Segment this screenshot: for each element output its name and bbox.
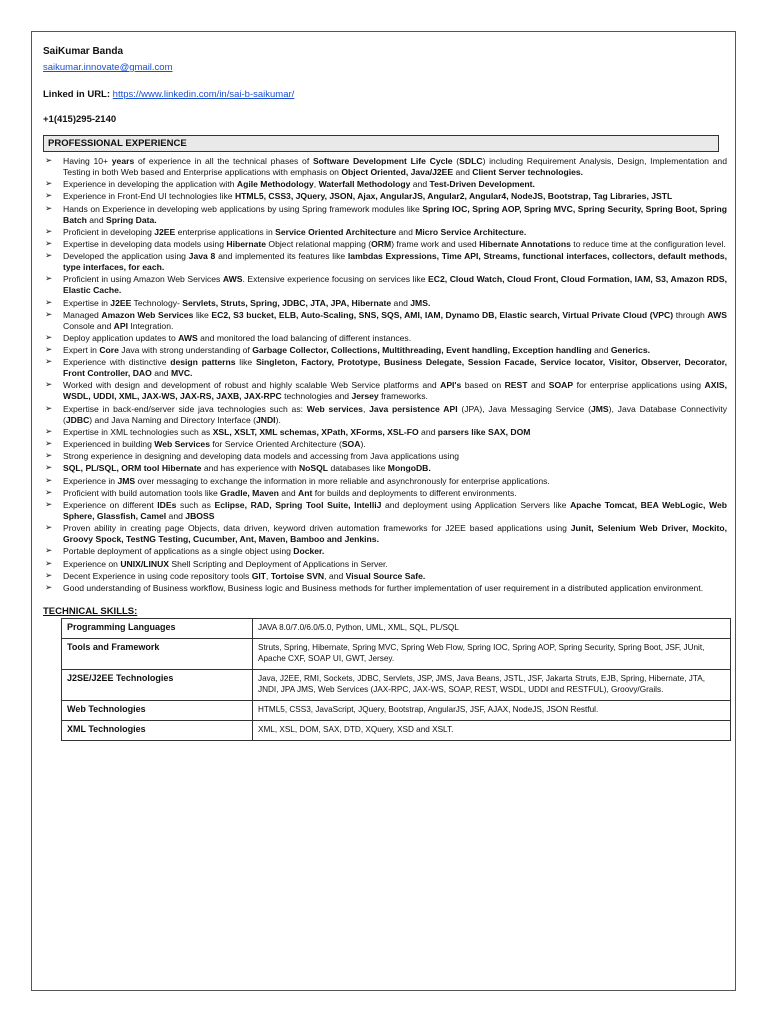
bullet-text-segment: Experience on different (63, 499, 158, 510)
bullet-text-segment: Test-Driven Development. (429, 179, 535, 190)
bullet-text-segment: AWS (178, 332, 198, 343)
bullet-text-segment: SQL, PL/SQL, ORM tool Hibernate (63, 463, 202, 474)
bullet-text-segment: Core (99, 345, 119, 356)
bullet-text-segment: like (193, 309, 212, 320)
bullet-text-segment: XSL, XSLT, XML schemas, XPath, XForms, XSL-FO (212, 426, 419, 437)
bullet-text-segment: JDBC (65, 414, 90, 425)
experience-bullet (43, 380, 727, 402)
bullet-text-segment: UNIX/LINUX (120, 558, 170, 569)
bullet-text-segment: Agile Methodology (236, 179, 314, 190)
bullet-text-segment: Deploy application updates to (63, 332, 179, 343)
linkedin-label: Linked in URL: (43, 89, 111, 100)
bullet-text-segment: ). (275, 414, 281, 425)
skills-row (62, 618, 731, 638)
bullet-text-segment: Software Development Life Cycle (312, 156, 453, 166)
experience-bullet (43, 571, 727, 582)
bullet-text-segment: Service Oriented Architecture (275, 226, 397, 237)
bullet-text-segment: and has experience with (201, 463, 299, 474)
bullet-text-segment: Java persistence API (369, 403, 458, 414)
bullet-text-segment: Junit, Selenium Web Driver, Mockito, Groovy Spock, TestNG Testing, Cucumber, Ant, Maven, Bamboo and Jenkins. (63, 523, 728, 545)
bullet-text-segment: for Service Oriented Architecture ( (209, 439, 342, 449)
bullet-text-segment: Micro Service Architecture. (415, 226, 527, 237)
bullet-text-segment: SDLC (459, 156, 483, 166)
bullet-text-segment: Servlets, Struts, Spring, JDBC, JTA, JPA, Hibernate (182, 297, 392, 308)
bullet-text-segment: Expertise in XML technologies such as (63, 426, 213, 437)
experience-bullet (43, 357, 727, 379)
bullet-text-segment: Proficient in developing (63, 226, 155, 237)
bullet-text-segment: databases like (328, 463, 388, 474)
experience-bullet (43, 559, 727, 570)
linkedin-link[interactable]: https://www.linkedin.com/in/sai-b-saikumar/ (112, 89, 295, 100)
bullet-text-segment: Good understanding of Business workflow, Business logic and Business methods for further implementation of user requirement in a distributed application environment. (63, 582, 704, 593)
bullet-text-segment: design patterns (170, 357, 236, 368)
bullet-text-segment: Web Services (154, 439, 210, 449)
bullet-text-segment: JMS (590, 403, 609, 414)
experience-bullet (43, 463, 727, 474)
bullet-text-segment: MongoDB. (387, 463, 431, 474)
bullet-text-segment: and (410, 179, 430, 190)
bullet-text-segment: for enterprise applications using (573, 380, 705, 391)
phone-number: +1(415)295-2140 (43, 114, 117, 125)
bullet-text-segment: for builds and deployments to different environments. (312, 487, 517, 498)
bullet-text-segment: Ant (298, 487, 313, 498)
skills-heading: TECHNICAL SKILLS: (43, 605, 138, 617)
bullet-text-segment: such as (176, 499, 215, 510)
bullet-text-segment: and deployment using Application Servers like (381, 499, 571, 510)
bullet-text-segment: Proficient in using Amazon Web Services (63, 274, 223, 285)
experience-bullet (43, 227, 727, 238)
bullet-text-segment: years (111, 156, 135, 166)
bullet-text-segment: Having 10+ (63, 156, 112, 166)
skill-values: HTML5, CSS3, JavaScript, JQuery, Bootstrap, AngularJS, JSF, AJAX, NodeJS, JSON Restful. (253, 700, 731, 720)
bullet-text-segment: frameworks. (378, 391, 428, 402)
bullet-text-segment: to reduce time at the configuration level. (570, 238, 726, 249)
experience-heading: PROFESSIONAL EXPERIENCE (43, 135, 719, 152)
experience-bullet (43, 439, 727, 450)
bullet-text-segment: and (166, 510, 186, 521)
bullet-text-segment: and monitored the load balancing of different instances. (197, 332, 412, 343)
bullet-text-segment: Experience in developing the application with (63, 179, 237, 190)
bullet-text-segment: , (313, 179, 319, 190)
bullet-text-segment: NoSQL (298, 463, 329, 474)
bullet-text-segment: and (391, 297, 411, 308)
bullet-text-segment: and (418, 426, 438, 437)
bullet-text-segment: AXIS, WSDL, UDDI, XML, JAX-WS, JAX-RS, JAXB, JAX-RPC (63, 380, 727, 402)
bullet-text-segment: and (591, 345, 611, 356)
bullet-text-segment: Tortoise SVN (270, 570, 325, 581)
bullet-text-segment: JBOSS (185, 510, 215, 521)
bullet-text-segment: Experience with distinctive (63, 357, 171, 368)
bullet-text-segment: ) and Java Naming and Directory Interface ( (89, 414, 256, 425)
bullet-text-segment: Client Server technologies. (472, 167, 584, 177)
bullet-text-segment: Spring Data. (106, 214, 157, 225)
bullet-text-segment: of experience in all the technical phases of (134, 156, 313, 166)
bullet-text-segment: Experience on (63, 558, 121, 569)
bullet-text-segment: and implemented its features like (215, 251, 348, 262)
experience-bullet (43, 298, 727, 309)
bullet-text-segment: , (266, 570, 271, 581)
bullet-text-segment: API's (440, 380, 462, 391)
bullet-text-segment: Expertise in (63, 297, 111, 308)
bullet-text-segment: Apache Tomcat, BEA WebLogic, Web Sphere, Glassfish, Camel (63, 499, 727, 521)
bullet-text-segment: Expert in (63, 345, 100, 356)
skills-row (62, 720, 731, 740)
experience-bullet (43, 251, 727, 273)
bullet-text-segment: JNDI (255, 414, 276, 425)
skill-values: Java, J2EE, RMI, Sockets, JDBC, Servlets, JSP, JMS, Java Beans, JSTL, JSF, Jakarta Struts, EJB, Spring, Hibernate, JTA, JNDI, JPA JMS, Web Services (JAX-RPC, JAX-WS, SOAP, REST, WSDL, UDDI and RESTFUL), Groovy/Grails. (253, 669, 731, 700)
bullet-text-segment: enterprise applications in (175, 226, 276, 237)
bullet-text-segment: Portable deployment of applications as a single object using (63, 546, 294, 557)
experience-bullet (43, 204, 727, 226)
bullet-text-segment: J2EE (154, 226, 176, 237)
resume-page (31, 31, 736, 991)
bullet-text-segment: Experience in (63, 475, 118, 486)
skill-values: XML, XSL, DOM, SAX, DTD, XQuery, XSD and XSLT. (253, 720, 731, 740)
experience-bullet (43, 523, 727, 545)
bullet-text-segment: Java 8 (188, 251, 216, 262)
bullet-text-segment: SOAP (548, 380, 574, 391)
bullet-text-segment: SOA (341, 439, 361, 449)
bullet-text-segment: Java with strong understanding of (118, 345, 253, 356)
skill-values: JAVA 8.0/7.0/6.0/5.0, Python, UML, XML, SQL, PL/SQL (253, 618, 731, 638)
bullet-text-segment: ) including Requirement Analysis, Design, Implementation and Testing in both Web based and Enterprise applications with emphasis on (63, 156, 727, 177)
experience-list (43, 156, 727, 594)
skills-row (62, 700, 731, 720)
bullet-text-segment: , and (324, 570, 346, 581)
bullet-text-segment: Visual Source Safe. (345, 570, 426, 581)
bullet-text-segment: Console and (63, 320, 114, 331)
bullet-text-segment: IDEs (157, 499, 177, 510)
experience-bullet (43, 239, 727, 250)
bullet-text-segment: , (362, 403, 370, 414)
experience-bullet (43, 179, 727, 190)
bullet-text-segment: and (278, 487, 299, 498)
bullet-text-segment: ) frame work and used (391, 238, 480, 249)
bullet-text-segment: lambdas Expressions, Time API, Streams, functional interfaces, collectors, default methods, type interfaces, for each. (63, 251, 727, 273)
bullet-text-segment: JMS. (410, 297, 431, 308)
bullet-text-segment: Amazon Web Services (101, 309, 194, 320)
bullet-text-segment: AWS (222, 274, 243, 285)
skill-category: Tools and Framework (62, 638, 253, 669)
bullet-text-segment: through (673, 309, 708, 320)
bullet-text-segment: Integration. (127, 320, 174, 331)
experience-bullet (43, 310, 727, 332)
bullet-text-segment: Docker. (293, 546, 325, 557)
bullet-text-segment: Object Oriented, Java/J2EE (341, 167, 454, 177)
bullet-text-segment: Hibernate (226, 238, 267, 249)
bullet-text-segment: Proven ability in creating page Objects, data driven, keyword driven automation frameworks for J2EE based applications using (63, 523, 571, 534)
bullet-text-segment: Shell Scripting and Deployment of Applications in Server. (169, 558, 388, 569)
skills-table (61, 618, 731, 741)
skill-category: XML Technologies (62, 720, 253, 740)
bullet-text-segment: MVC. (170, 368, 193, 379)
linkedin-line (43, 89, 727, 100)
skills-row (62, 669, 731, 700)
bullet-text-segment: Spring IOC, Spring AOP, Spring MVC, Spring Security, Spring Boot, Spring Batch (63, 203, 728, 225)
experience-bullet (43, 333, 727, 344)
experience-bullet (43, 500, 727, 522)
bullet-text-segment: ORM (371, 238, 392, 249)
bullet-text-segment: Garbage Collector, Collections, Multithreading, Event handling, Exception handling (252, 345, 592, 356)
bullet-text-segment: HTML5, CSS3, JQuery, JSON, Ajax, AngularJS, Angular2, Angular4, NodeJS, Bootstrap, Tag Libraries, JSTL (234, 191, 673, 202)
experience-bullet (43, 546, 727, 557)
bullet-text-segment: Managed (63, 309, 102, 320)
skill-category: J2SE/J2EE Technologies (62, 669, 253, 700)
skills-row (62, 638, 731, 669)
bullet-text-segment: Experienced in building (63, 439, 155, 449)
bullet-text-segment: Jersey (351, 391, 379, 402)
bullet-text-segment: API (113, 320, 128, 331)
candidate-name: SaiKumar Banda (43, 46, 124, 57)
skill-category: Programming Languages (62, 618, 253, 638)
bullet-text-segment: J2EE (110, 297, 132, 308)
bullet-text-segment: Strong experience in designing and developing data models and accessing from Java applications using (63, 451, 460, 462)
bullet-text-segment: Worked with design and development of robust and highly scalable Web Service platforms and (63, 380, 441, 391)
bullet-text-segment: Singleton, Factory, Prototype, Business Delegate, Session Facade, Service locator, Visitor, Observer, Decorator, Front Controller, DAO (63, 357, 728, 379)
bullet-text-segment: and (396, 226, 416, 237)
experience-bullet (43, 274, 727, 296)
bullet-text-segment: Decent Experience in using code repository tools (63, 570, 252, 581)
bullet-text-segment: EC2, Cloud Watch, Cloud Front, Cloud Formation, IAM, S3, Amazon RDS, Elastic Cache. (63, 274, 727, 296)
email-link[interactable]: saikumar.innovate@gmail.com (43, 62, 173, 73)
experience-bullet (43, 476, 727, 487)
experience-bullet (43, 427, 727, 438)
bullet-text-segment: Object relational mapping ( (266, 238, 372, 249)
skill-category: Web Technologies (62, 700, 253, 720)
bullet-text-segment: like (235, 357, 256, 368)
resume-content (43, 46, 727, 741)
bullet-text-segment: Eclipse, RAD, Spring Tool Suite, IntelliJ (214, 499, 382, 510)
bullet-text-segment: Web services (306, 403, 363, 414)
bullet-text-segment: and (453, 167, 473, 177)
bullet-text-segment: Hibernate Annotations (479, 238, 571, 249)
bullet-text-segment: Expertise in back-end/server side java technologies such as: (63, 403, 307, 414)
bullet-text-segment: Experience in Front-End UI technologies like (63, 191, 235, 202)
experience-bullet (43, 191, 727, 202)
experience-bullet (43, 583, 727, 594)
bullet-text-segment: . Extensive experience focusing on services like (242, 274, 429, 285)
bullet-text-segment: REST (504, 380, 528, 391)
bullet-text-segment: Hands on Experience in developing web applications by using Spring framework modules like (63, 203, 423, 214)
experience-bullet (43, 451, 727, 462)
bullet-text-segment: (JPA), Java Messaging Service ( (457, 403, 591, 414)
skill-values: Struts, Spring, Hibernate, Spring MVC, Spring Web Flow, Spring IOC, Spring AOP, Spring Security, Spring Boot, JSF, JUnit, Apache CXF, SOAP UI, GWT, Jersey. (253, 638, 731, 669)
bullet-text-segment: and (151, 368, 171, 379)
bullet-text-segment: and (86, 214, 107, 225)
bullet-text-segment: parsers like SAX, DOM (437, 426, 531, 437)
bullet-text-segment: Technology- (131, 297, 183, 308)
bullet-text-segment: Developed the application using (63, 251, 189, 262)
bullet-text-segment: AWS (707, 309, 727, 320)
bullet-text-segment: JMS (117, 475, 136, 486)
bullet-text-segment: ). (360, 439, 366, 449)
bullet-text-segment: ), Java Database Connectivity ( (63, 403, 727, 425)
bullet-text-segment: Generics. (610, 345, 650, 356)
bullet-text-segment: and (527, 380, 549, 391)
experience-bullet (43, 156, 727, 178)
bullet-text-segment: Expertise in developing data models using (63, 238, 227, 249)
bullet-text-segment: GIT (251, 570, 267, 581)
bullet-text-segment: Gradle, Maven (220, 487, 279, 498)
bullet-text-segment: EC2, S3 bucket, ELB, Auto-Scaling, SNS, SQS, AMI, IAM, Dynamo DB, Elastic search, Virtual Private Cloud (VPC) (211, 309, 674, 320)
experience-bullet (43, 404, 727, 426)
bullet-text-segment: over messaging to exchange the information in more reliable and asynchronously for enterprise applications. (135, 475, 550, 486)
experience-bullet (43, 345, 727, 356)
bullet-text-segment: based on (461, 380, 505, 391)
bullet-text-segment: Proficient with build automation tools like (63, 487, 221, 498)
experience-bullet (43, 488, 727, 499)
bullet-text-segment: ( (452, 156, 460, 166)
bullet-text-segment: Waterfall Methodology (318, 179, 411, 190)
bullet-text-segment: technologies and (281, 391, 352, 402)
